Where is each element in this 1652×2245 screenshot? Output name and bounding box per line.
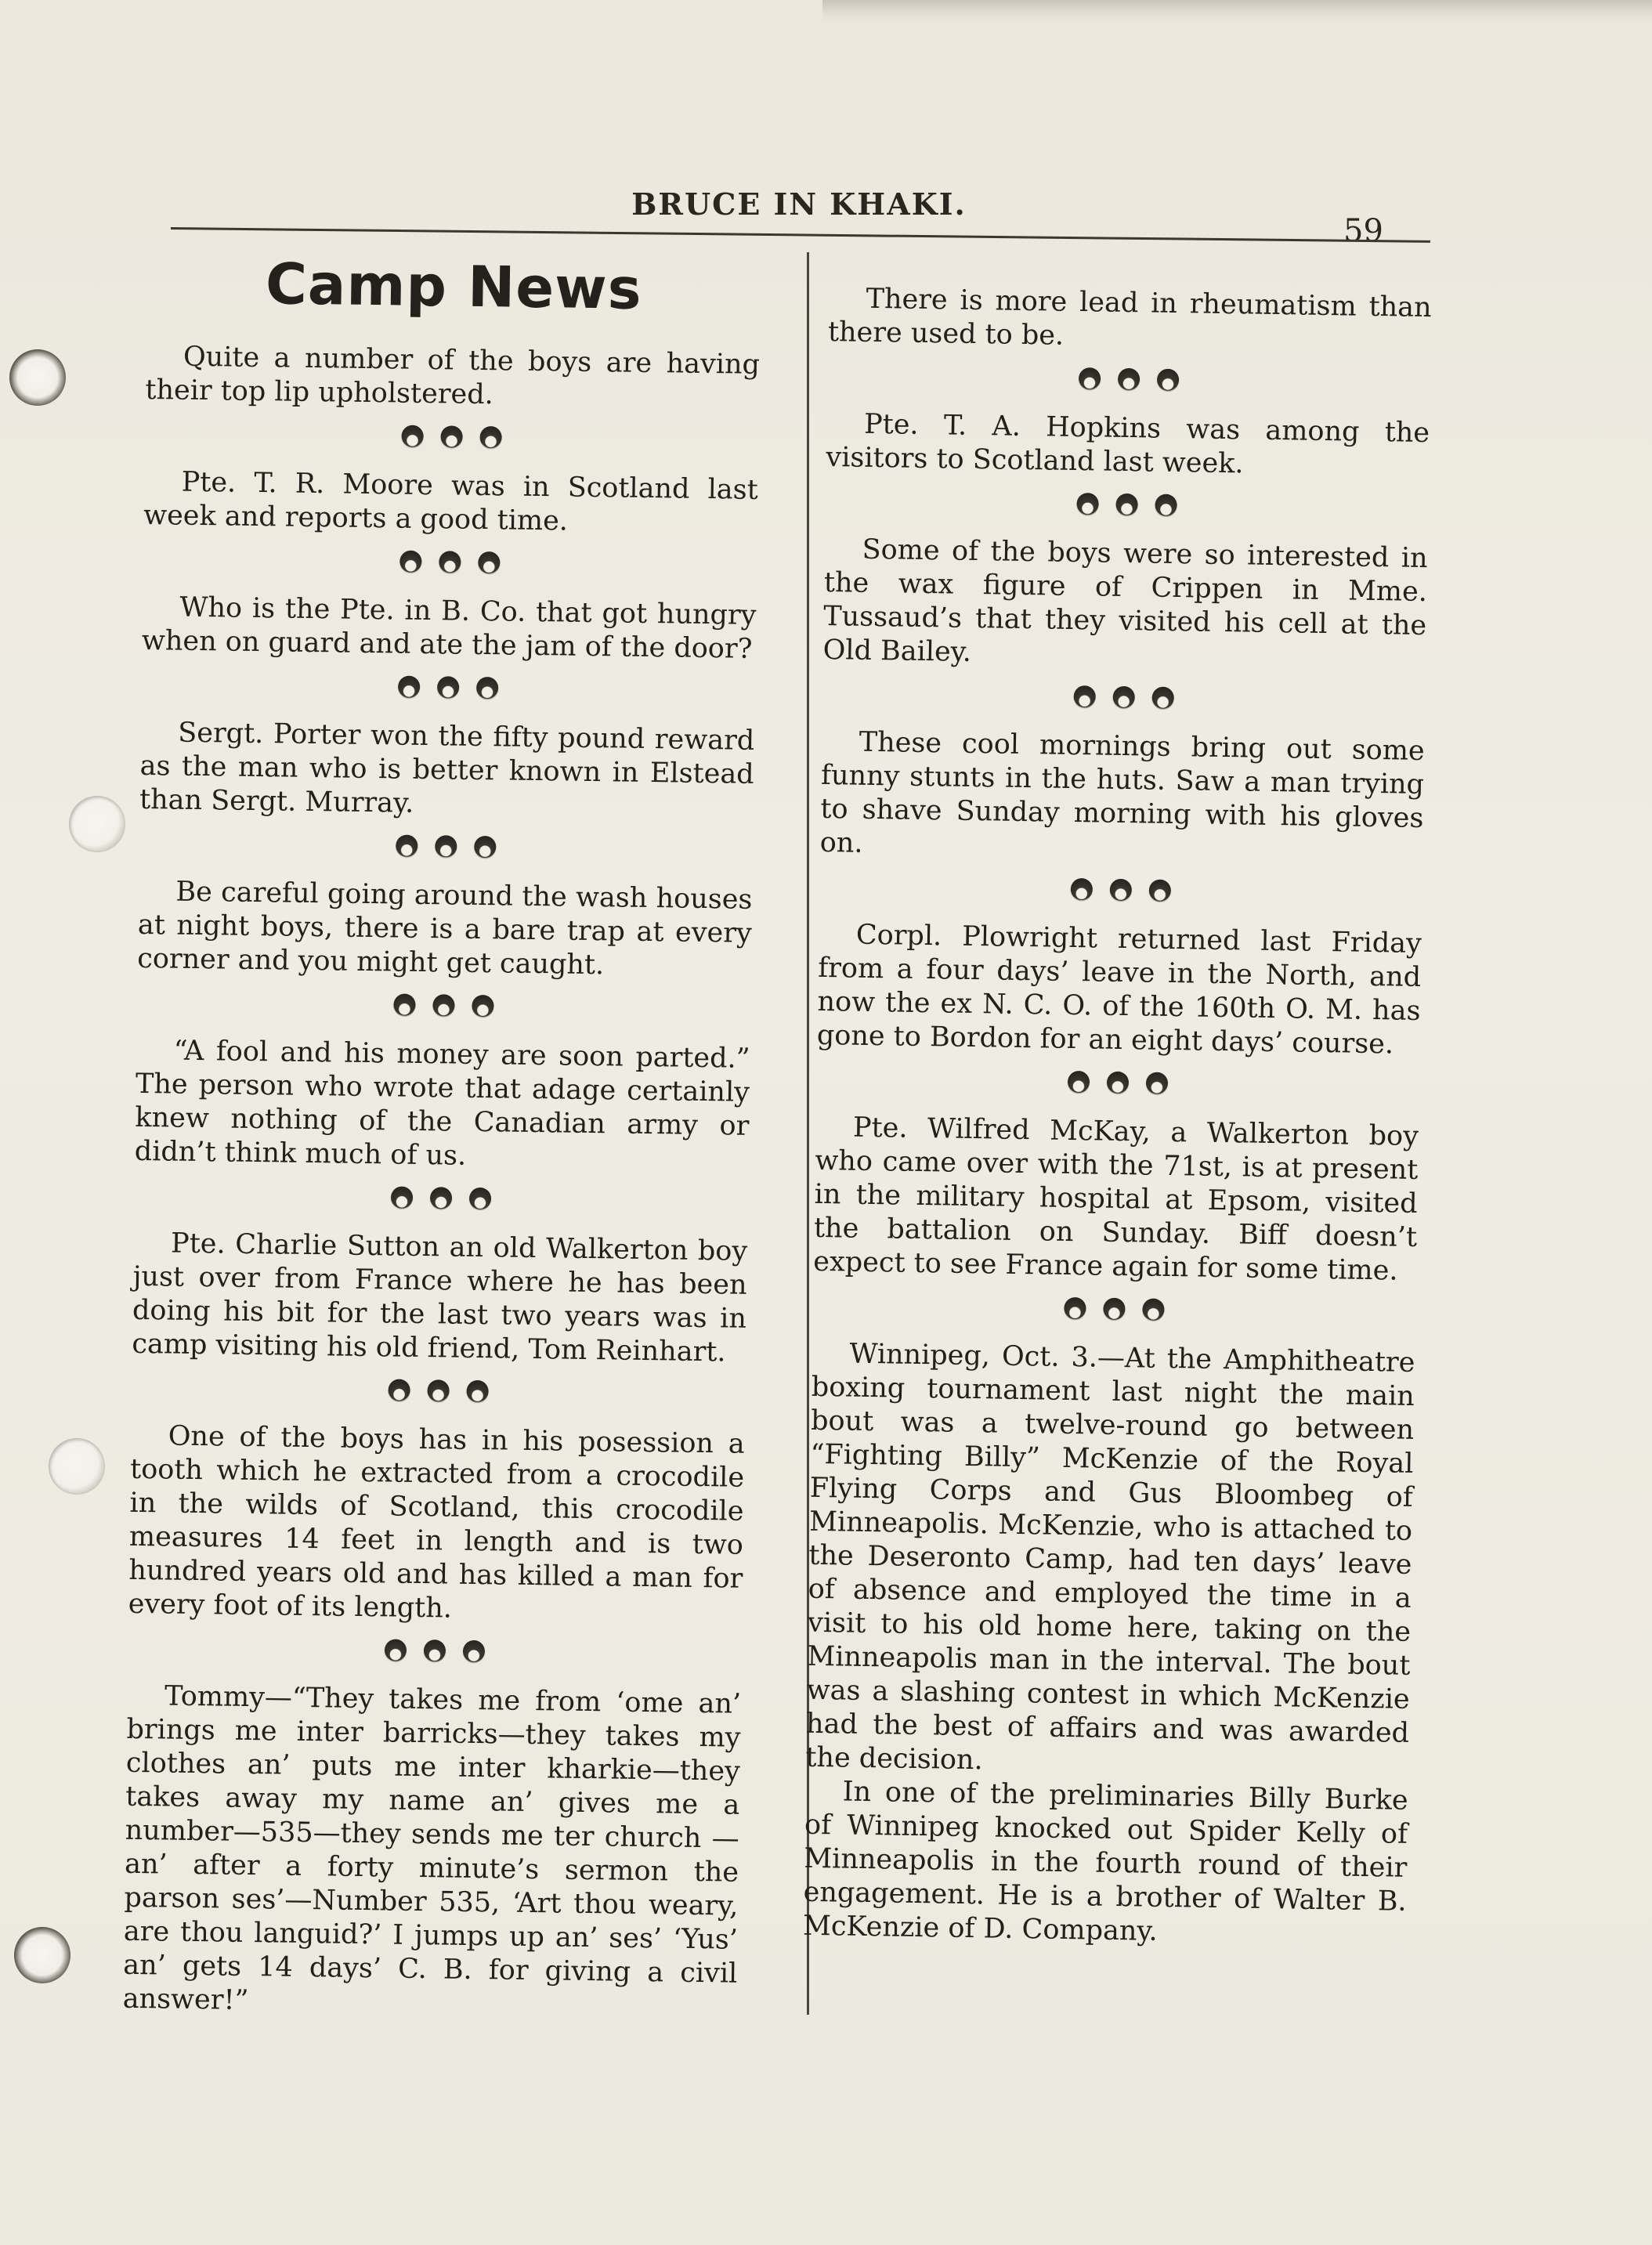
ornament-separator — [822, 681, 1425, 718]
ornament-dot-icon — [427, 1379, 449, 1401]
ornament-dot-icon — [385, 1639, 407, 1661]
news-item: Who is the Pte. in B. Co. that got hungry when on guard and ate the jam of the door? — [141, 591, 757, 665]
news-item: Pte. T. R. Moore was in Scotland last week and reports a good time. — [143, 466, 758, 537]
ornament-separator — [134, 1183, 748, 1218]
ornament-separator — [816, 1067, 1419, 1103]
punch-hole-3 — [49, 1438, 105, 1495]
ornament-separator — [136, 990, 750, 1025]
ornament-dot-icon — [463, 1640, 485, 1662]
news-item: These cool mornings bring out some funny stunts in the huts. Saw a man trying to shave Sunday morning with his gloves on. — [819, 726, 1425, 859]
ornament-dot-icon — [396, 835, 418, 857]
ornament-dot-icon — [1115, 493, 1137, 515]
news-item: “A fool and his money are soon parted.” The person who wrote that adage certainly knew nothing of the Canadian army or didn’t think much of us. — [134, 1035, 750, 1172]
news-item: Pte. T. A. Hopkins was among the visitors to Scotland last week. — [826, 408, 1430, 480]
ornament-dot-icon — [479, 426, 501, 448]
ornament-dot-icon — [469, 1188, 491, 1209]
news-item: Quite a number of the boys are having their top lip upholstered. — [145, 341, 761, 411]
ornament-dot-icon — [424, 1639, 446, 1661]
ornament-dot-icon — [474, 836, 496, 858]
ornament-dot-icon — [1146, 1072, 1168, 1094]
news-item: Winnipeg, Oct. 3.—At the Amphitheatre boxing tournament last night the main bout was a twelve-round go between “Fighting Billy” McKenzie of the Royal Flying Corps and Gus Bloombeg of Minneapolis. McKenzie, who is attached to the Deseronto Camp, had ten days’ leave of absence and employed the time in a visit to his old home here, taking on the Minneapolis man in the interval. The bout was a slashing contest in which McKenzie had the best of affairs and was awarded the decision. — [805, 1338, 1415, 1777]
ornament-separator — [827, 363, 1430, 399]
news-item: Be careful going around the wash houses at night boys, there is a bare trap at every corner and you might get caught. — [136, 876, 753, 982]
header-rule — [171, 227, 1430, 243]
page-edge-shadow — [822, 0, 1652, 22]
ornament-dot-icon — [1071, 878, 1093, 900]
section-title: Camp News — [265, 251, 643, 322]
ornament-separator — [812, 1293, 1415, 1329]
news-item: Pte. Charlie Sutton an old Walkerton boy just over from France where he has been doing his bit for the last two years was in camp visiting his old friend, Tom Reinhart. — [132, 1227, 748, 1368]
ornament-dot-icon — [1142, 1298, 1164, 1320]
right-column — [803, 282, 1432, 1953]
ornament-separator — [131, 1376, 745, 1411]
news-item: Some of the boys were so interested in the wax figure of Crippen in Mme. Tussaud’s that they visited his cell at the Old Bailey. — [822, 533, 1428, 668]
ornament-separator — [819, 874, 1422, 910]
ornament-separator — [825, 489, 1428, 525]
news-item: Tommy—“They takes me from ‘ome an’ brings me inter barricks—they takes my clothes an’ puts me inter kharkie—they takes away my name an’ gives me a number—535—they sends me ter church —an’ after a forty minute’s sermon the parson ses’—Number 535, ‘Art thou weary, are thou languid?’ I jumps up an’ ses’ ‘Yus’ an’ gets 14 days’ C. B. for giving a civil answer!” — [122, 1680, 742, 2017]
ornament-dot-icon — [1068, 1071, 1090, 1093]
ornament-dot-icon — [1074, 685, 1096, 707]
news-item: Corpl. Plowright returned last Friday from a four days’ leave in the North, and now the ex N. C. O. of the 160th O. M. has gone to Bordon for an eight days’ course. — [816, 919, 1422, 1061]
running-title: BRUCE IN KHAKI. — [631, 186, 967, 222]
ornament-separator — [144, 421, 758, 457]
ornament-dot-icon — [391, 1186, 413, 1208]
ornament-dot-icon — [1107, 1072, 1129, 1094]
ornament-dot-icon — [1157, 369, 1179, 391]
news-item: Pte. Wilfred McKay, a Walkerton boy who came over with the 71st, is at present in the military hospital at Epsom, visited the battalion on Sunday. Biff doesn’t expect to see France again for some time. — [813, 1112, 1419, 1287]
punch-hole-4 — [14, 1927, 70, 1983]
page-number: 59 — [1343, 213, 1383, 249]
news-item: One of the boys has in his posession a tooth which he extracted from a crocodile in the wilds of Scotland, this crocodile measures 14 feet in length and is two hundred years old and has killed a man for every foot of its length. — [128, 1420, 745, 1625]
ornament-dot-icon — [440, 425, 462, 447]
ornament-dot-icon — [398, 676, 420, 698]
ornament-dot-icon — [1103, 1298, 1125, 1320]
left-column — [122, 244, 761, 2025]
ornament-separator — [128, 1636, 742, 1671]
ornament-dot-icon — [466, 1380, 488, 1402]
news-item: In one of the preliminaries Billy Burke of Winnipeg knocked out Spider Kelly of Minneapolis in the fourth round of their engagement. He is a brother of Walter B. McKenzie of D. Company. — [802, 1776, 1408, 1947]
ornament-dot-icon — [1113, 686, 1135, 708]
ornament-dot-icon — [401, 425, 423, 447]
ornament-separator — [141, 672, 755, 707]
ornament-dot-icon — [432, 994, 454, 1016]
ornament-dot-icon — [1064, 1297, 1086, 1319]
ornament-dot-icon — [1079, 367, 1101, 389]
ornament-dot-icon — [472, 995, 493, 1017]
news-item: There is more lead in rheumatism than there used to be. — [827, 283, 1432, 352]
ornament-dot-icon — [439, 551, 461, 573]
ornament-dot-icon — [435, 835, 457, 857]
ornament-dot-icon — [1151, 687, 1173, 709]
ornament-dot-icon — [1076, 493, 1098, 515]
news-item: Sergt. Porter won the fifty pound reward as the man who is better known in Elstead than Sergt. Murray. — [139, 717, 755, 819]
ornament-dot-icon — [393, 993, 415, 1015]
ornament-dot-icon — [430, 1187, 452, 1209]
ornament-separator — [143, 547, 757, 582]
punch-hole-2 — [69, 796, 125, 852]
ornament-dot-icon — [437, 676, 459, 698]
ornament-separator — [139, 831, 753, 866]
ornament-dot-icon — [1118, 368, 1140, 390]
ornament-dot-icon — [476, 677, 498, 699]
ornament-dot-icon — [399, 551, 421, 573]
punch-hole-1 — [9, 349, 66, 406]
ornament-dot-icon — [1110, 879, 1132, 901]
ornament-dot-icon — [478, 551, 500, 573]
ornament-dot-icon — [1155, 494, 1177, 516]
ornament-dot-icon — [1149, 880, 1171, 902]
ornament-dot-icon — [388, 1379, 410, 1401]
